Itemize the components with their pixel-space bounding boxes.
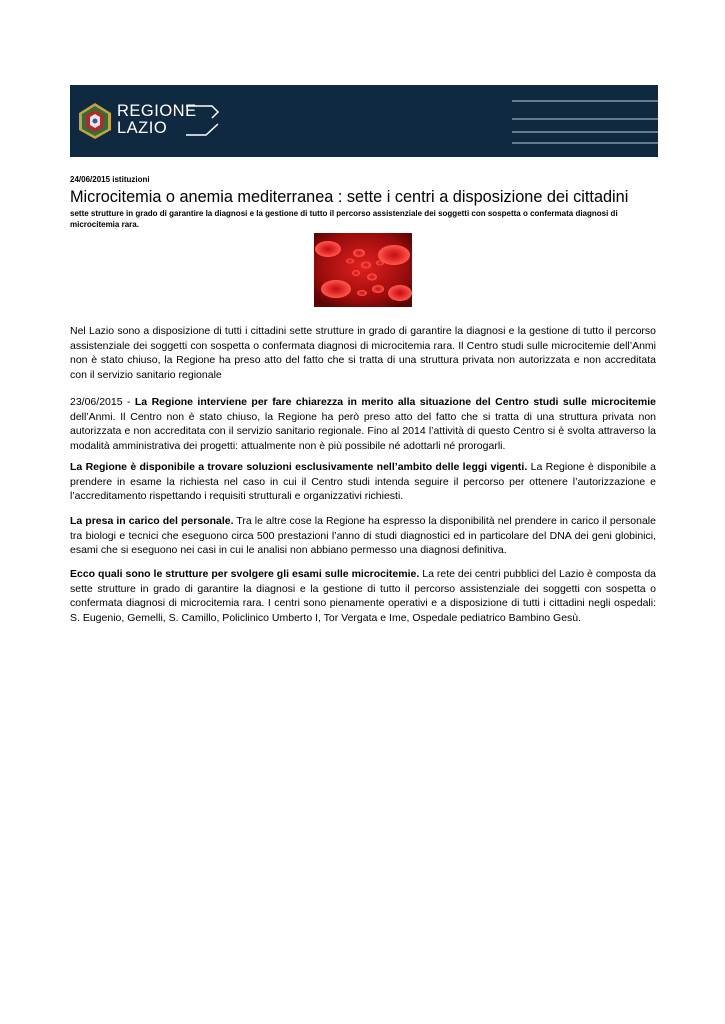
- red-blood-cells-image: [314, 233, 412, 307]
- regione-lazio-emblem-icon: [77, 102, 113, 140]
- paragraph-text: La rete dei centri pubblici del Lazio è composta da sette strutture in grado di garantire la diagnosi e la gestione di tutto il percorso assistenziale dei soggetti con sospetta o confermata diagnosi di microcitemia rara. I centri sono pienamente operativi e a disposizione di tutti i cittadini negli ospedali: S. Eugenio, Gemelli, S. Camillo, Policlinico Umberto I, Tor Vergata e Ime, Ospedale pediatrico Bambino Gesù.: [70, 568, 656, 624]
- article-date-category: 24/06/2015 istituzioni: [70, 175, 150, 184]
- logo-wordmark: [117, 103, 197, 137]
- article-title: Microcitemia o anemia mediterranea : sette i centri a disposizione dei cittadini: [70, 188, 629, 206]
- paragraph-date-prefix: 23/06/2015 -: [70, 396, 135, 408]
- header-banner: [70, 85, 658, 157]
- paragraph-lead: La presa in carico del personale.: [70, 515, 234, 527]
- article-subtitle: sette strutture in grado di garantire la diagnosi e la gestione di tutto il percorso assistenziale dei soggetti con sospetta o confermata diagnosi di microcitemia rara.: [70, 209, 618, 229]
- article-paragraph: [70, 460, 656, 504]
- paragraph-text: dell’Anmi. Il Centro non è stato chiuso, la Regione ha però preso atto del fatto che si tratta di una struttura privata non autorizzata e non accreditata con il servizio sanitario regionale. Fino al 2014 l’attività di questo Centro si è svolta attraverso la modalità amministrativa dei progetti: attualmente non è più possibile né adottarli né prorogarli.: [70, 410, 656, 452]
- article-paragraph: [70, 324, 656, 382]
- paragraph-text: Nel Lazio sono a disposizione di tutti i cittadini sette strutture in grado di garantire la diagnosi e la gestione di tutto il percorso assistenziale dei soggetti con sospetta o confermata diagnosi di microcitemia rara. Il Centro studi sulle microcitemie dell’Anmi non è stato chiuso, la Regione ha preso atto del fatto che si tratta di una struttura privata non autorizzata e non accreditata con il servizio sanitario regionale: [70, 325, 656, 381]
- paragraph-text: La Regione è disponibile a prendere in esame la richiesta nel caso in cui il Centro studi intenda seguire il percorso per ottenere l’autorizzazione e l’accreditamento rispettando i requisiti strutturali e organizzativi richiesti.: [70, 461, 656, 503]
- paragraph-lead: La Regione è disponibile a trovare soluzioni esclusivamente nell’ambito delle leggi vigenti.: [70, 461, 528, 473]
- paragraph-text: Tra le altre cose la Regione ha espresso la disponibilità nel prendere in carico il personale tra biologi e tecnici che eseguono circa 500 prestazioni l’anno di studi diagnostici ed in particolare del DNA dei geni globinici, esami che si eseguono nei casi in cui le analisi non abbiano permesso una diagnosi definitiva.: [70, 515, 656, 557]
- logo-line-regione: REGIONE: [117, 102, 197, 120]
- logo-chevron-icon: [186, 100, 220, 136]
- article-paragraph: [70, 514, 656, 558]
- paragraph-lead: Ecco quali sono le strutture per svolgere gli esami sulle microcitemie.: [70, 568, 420, 580]
- header-decorative-lines: [512, 100, 658, 144]
- article-paragraph: [70, 567, 656, 625]
- logo-line-lazio: LAZIO: [117, 119, 168, 137]
- article-paragraph: [70, 395, 656, 453]
- paragraph-lead: La Regione interviene per fare chiarezza in merito alla situazione del Centro studi sulle microcitemie: [134, 396, 656, 408]
